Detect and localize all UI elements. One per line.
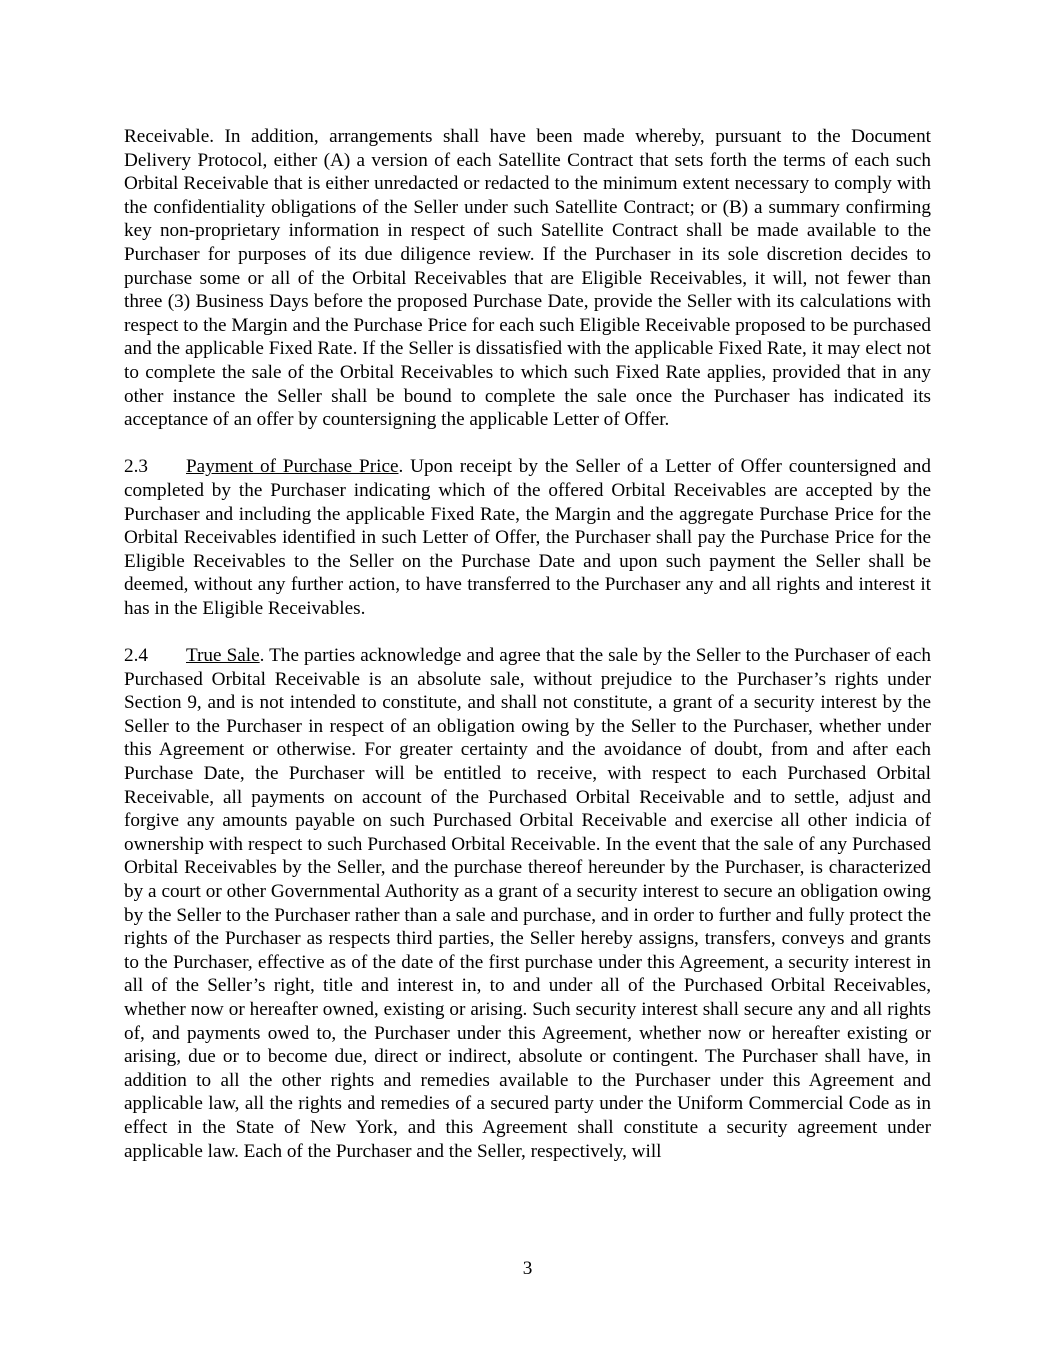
page-number: 3 [522, 1258, 533, 1279]
section-2-3 [124, 455, 931, 620]
section-title: True Sale [186, 645, 260, 667]
section-body: . The parties acknowledge and agree that the sale by the Seller to the Purchaser of each Purchased Orbital Receivable is an absolute sale, without prejudice to the Purchaser’s rights under Section 9, and is not intended to constitute, and shall not constitute, a grant of a security interest by the Seller to the Purchaser in respect of an obligation owing by the Seller to the Purchaser, whether under this Agreement or otherwise. For greater certainty and the avoidance of doubt, from and after each Purchase Date, the Purchaser will be entitled to receive, with respect to each Purchased Orbital Receivable, all payments on account of the Purchased Orbital Receivable and to settle, adjust and forgive any amounts payable on such Purchased Orbital Receivable and exercise all other indicia of ownership with respect to such Purchased Orbital Receivable. In the event that the sale of any Purchased Orbital Receivables by the Seller, and the purchase thereof hereunder by the Purchaser, is characterized by a court or other Governmental Authority as a grant of a security interest to secure an obligation owing by the Seller to the Purchaser rather than a sale and purchase, and in order to further and fully protect the rights of the Purchaser as respects third parties, the Seller hereby assigns, transfers, conveys and grants to the Purchaser, effective as of the date of the first purchase under this Agreement, a security interest in all of the Seller’s right, title and interest in, to and under all of the Purchased Orbital Receivables, whether now or hereafter owned, existing or arising. Such security interest shall secure any and all rights of, and payments owed to, the Purchaser under this Agreement, whether now or hereafter existing or arising, due or to become due, direct or indirect, absolute or contingent. The Purchaser shall have, in addition to all the other rights and remedies available to the Purchaser under this Agreement and applicable law, all the rights and remedies of a secured party under the Uniform Commercial Code as in effect in the State of New York, and this Agreement shall constitute a security agreement under applicable law. Each of the Purchaser and the Seller, respectively, will [124, 645, 931, 1162]
section-2-4 [124, 644, 931, 1163]
document-body [124, 125, 931, 1187]
section-title: Payment of Purchase Price [186, 456, 399, 478]
continuation-paragraph: Receivable. In addition, arrangements shall have been made whereby, pursuant to the Document Delivery Protocol, either (A) a version of each Satellite Contract that sets forth the terms of each such Orbital Receivable that is either unredacted or redacted to the minimum extent necessary to comply with the confidentiality obligations of the Seller under such Satellite Contract; or (B) a summary confirming key non-proprietary information in respect of such Satellite Contract shall be made available to the Purchaser for purposes of its due diligence review. If the Purchaser in its sole discretion decides to purchase some or all of the Orbital Receivables that are Eligible Receivables, it will, not fewer than three (3) Business Days before the proposed Purchase Date, provide the Seller with its calculations with respect to the Margin and the Purchase Price for each such Eligible Receivable proposed to be purchased and the applicable Fixed Rate. If the Seller is dissatisfied with the applicable Fixed Rate, it may elect not to complete the sale of the Orbital Receivables to which such Fixed Rate applies, provided that in any other instance the Seller shall be bound to complete the sale once the Purchaser has indicated its acceptance of an offer by countersigning the applicable Letter of Offer. [124, 126, 931, 431]
section-number: 2.3 [124, 456, 148, 478]
section-number: 2.4 [124, 645, 148, 667]
section-body: . Upon receipt by the Seller of a Letter of Offer countersigned and completed by the Purchaser indicating which of the offered Orbital Receivables are accepted by the Purchaser and including the applicable Fixed Rate, the Margin and the aggregate Purchase Price for the Orbital Receivables identified in such Letter of Offer, the Purchaser shall pay the Purchase Price for the Eligible Receivables to the Seller on the Purchase Date and upon such payment the Seller shall be deemed, without any further action, to have transferred to the Purchaser any and all rights and interest it has in the Eligible Receivables. [124, 456, 931, 619]
